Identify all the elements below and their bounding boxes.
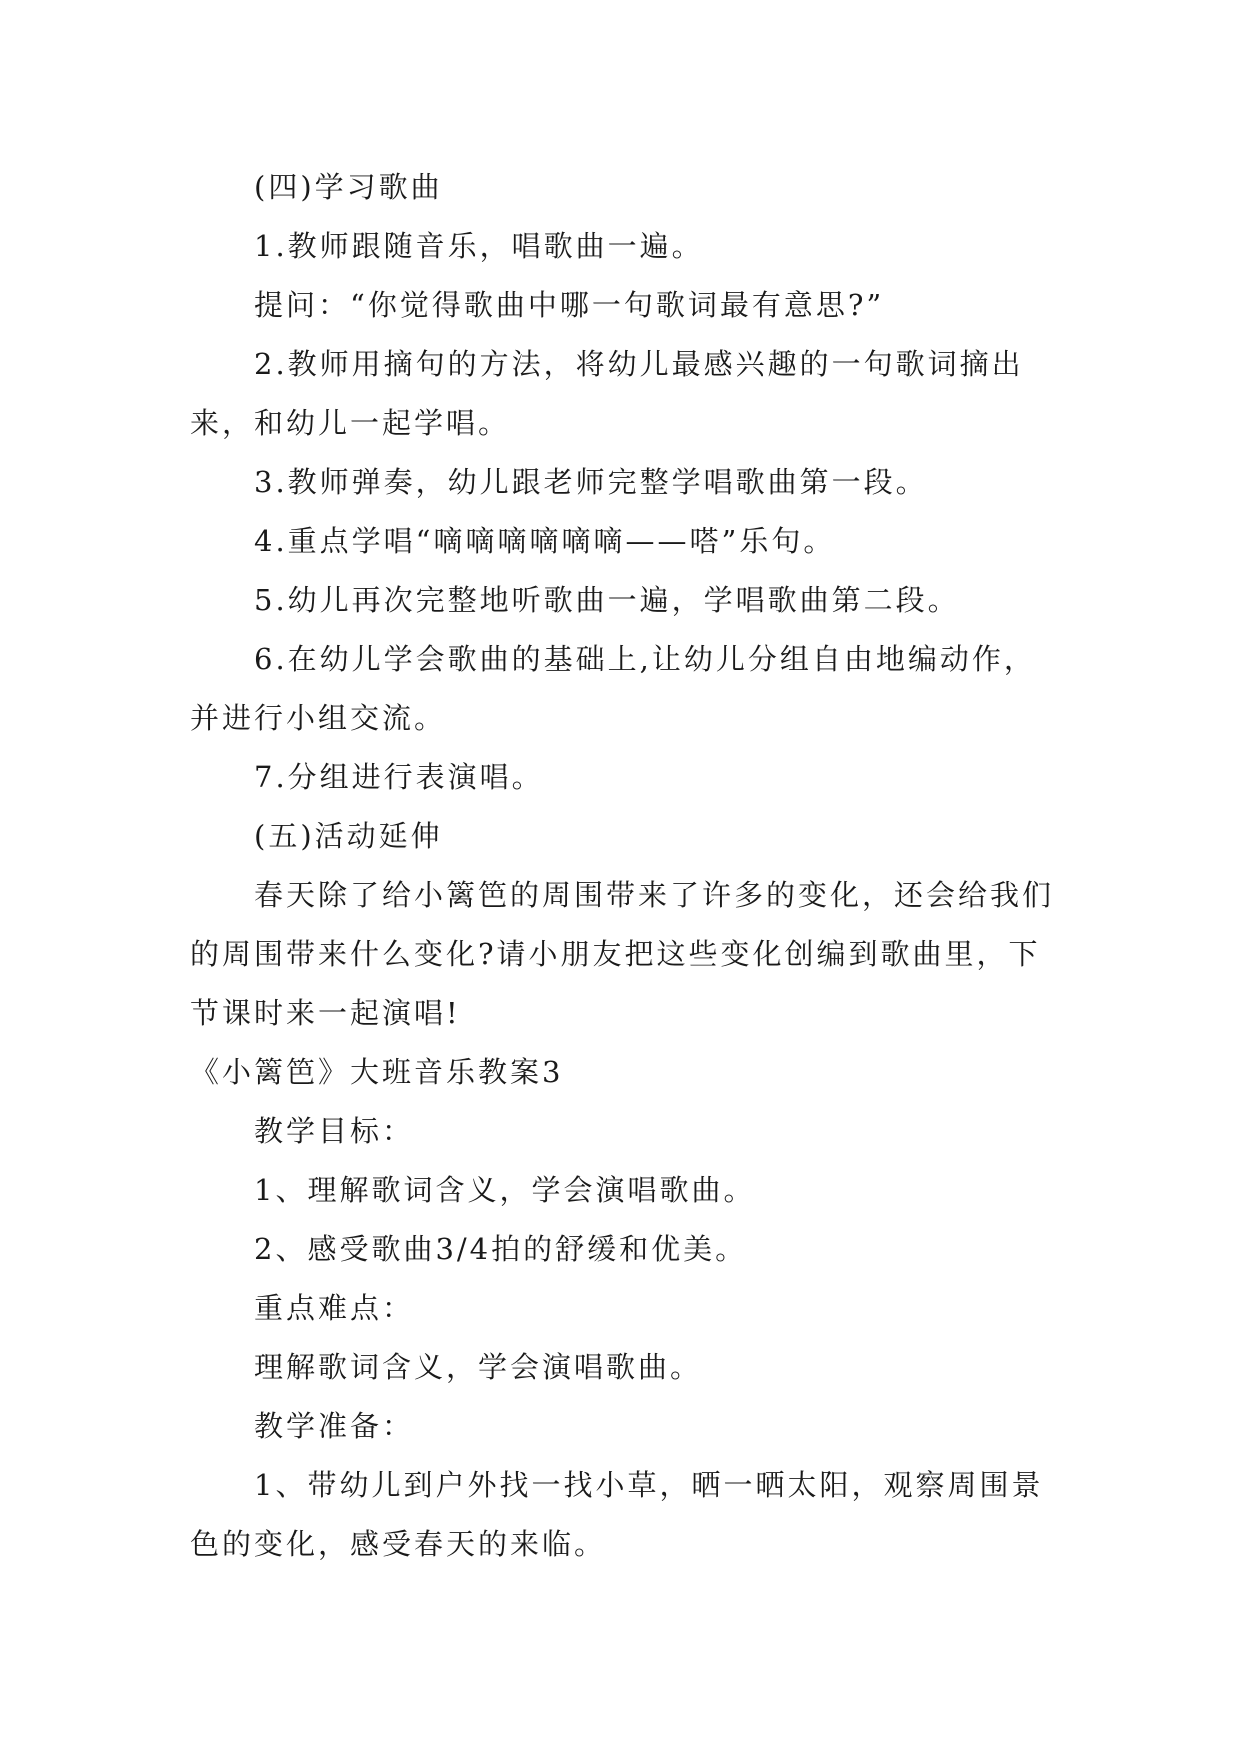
question-paragraph: 提问：“你觉得歌曲中哪一句歌词最有意思?” — [254, 288, 885, 322]
teaching-goals-heading: 教学目标： — [254, 1114, 415, 1148]
step-3: 3.教师弹奏，幼儿跟老师完整学唱歌曲第一段。 — [254, 465, 928, 499]
extension-paragraph: 春天除了给小篱笆的周围带来了许多的变化，还会给我们的周围带来什么变化?请小朋友把这些变化创编到歌曲里，下节课时来一起演唱! — [190, 878, 1055, 1030]
step-6: 6.在幼儿学会歌曲的基础上,让幼儿分组自由地编动作，并进行小组交流。 — [190, 642, 1036, 735]
section-heading-learn-song: (四)学习歌曲 — [254, 170, 443, 204]
goal-2: 2、感受歌曲3/4拍的舒缓和优美。 — [254, 1232, 748, 1266]
key-points-heading: 重点难点： — [254, 1291, 415, 1325]
goal-1: 1、理解歌词含义，学会演唱歌曲。 — [254, 1173, 756, 1207]
step-7: 7.分组进行表演唱。 — [254, 760, 544, 794]
step-2: 2.教师用摘句的方法，将幼儿最感兴趣的一句歌词摘出来，和幼儿一起学唱。 — [190, 347, 1024, 440]
step-5: 5.幼儿再次完整地听歌曲一遍，学唱歌曲第二段。 — [254, 583, 960, 617]
preparation-heading: 教学准备： — [254, 1409, 415, 1443]
step-1: 1.教师跟随音乐，唱歌曲一遍。 — [254, 229, 704, 263]
section-heading-extension: (五)活动延伸 — [254, 819, 443, 853]
step-4: 4.重点学唱“嘀嘀嘀嘀嘀嘀——嗒”乐句。 — [254, 524, 836, 558]
document-body — [190, 158, 1062, 1574]
lesson-title: 《小篱笆》大班音乐教案3 — [190, 1055, 564, 1089]
preparation-1: 1、带幼儿到户外找一找小草，晒一晒太阳，观察周围景色的变化，感受春天的来临。 — [190, 1468, 1044, 1561]
key-points-text: 理解歌词含义，学会演唱歌曲。 — [254, 1350, 703, 1384]
